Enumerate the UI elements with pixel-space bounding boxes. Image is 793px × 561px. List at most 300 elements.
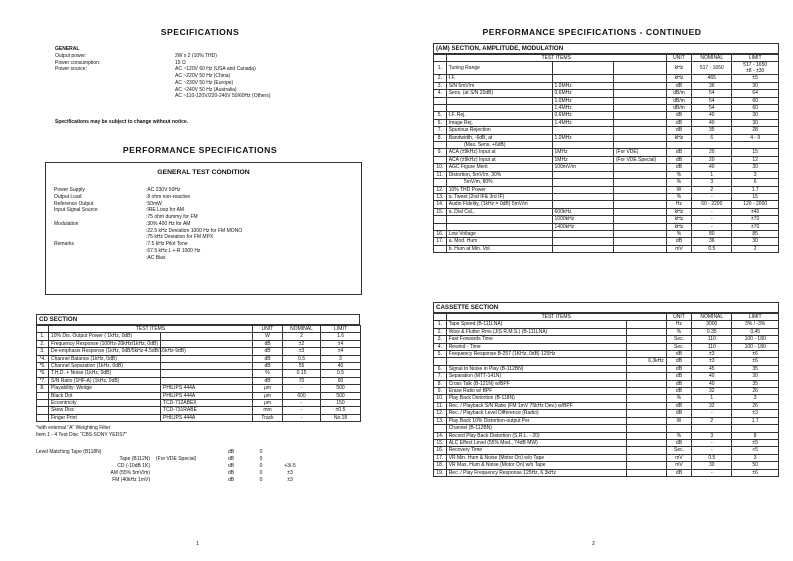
table-row: [434, 425, 779, 432]
cassette-cell-a: Tape Speed (B-111LNA): [446, 321, 626, 328]
am-cell-c: [613, 164, 666, 171]
cassette-cell-u: dB: [666, 469, 691, 476]
cassette-cell-a: Rec. / Playback Level Difference (Radio): [446, 410, 626, 417]
table-row: [434, 134, 779, 141]
general-rows: [55, 53, 355, 100]
am-cell-n: [434, 179, 447, 186]
cassette-cell-lim: 100 - 180: [732, 336, 779, 343]
level-cell-l: +3/-5: [284, 462, 296, 469]
am-cell-lim: 85: [732, 230, 779, 237]
gtc-row-value: :22.5 kHz Deviation 1000 Hz for FM MONO: [146, 227, 243, 234]
level-cell-n: 0: [259, 470, 263, 477]
cassette-cell-b: [626, 454, 666, 461]
cd-cell-sub: TCD-731RABE: [161, 407, 253, 414]
am-cell-a: ACA (±9kHz) Input at: [446, 156, 552, 163]
am-cell-lim: 30: [732, 119, 779, 126]
table-row: [434, 142, 779, 149]
am-cell-nom: 40: [692, 119, 732, 126]
level-cell-a: FM (40kHz 1mV): [112, 477, 150, 484]
am-cell-a: Sens. (at S/N 20dB): [446, 90, 552, 97]
am-cell-a: b. Hum at Min. Vol.: [446, 245, 552, 252]
cassette-cell-b: [626, 469, 666, 476]
cd-cell-item: Playability: Wedge: [49, 385, 161, 392]
cd-cell-sub: PHILIPS 444A: [161, 385, 253, 392]
am-cell-u: dB: [666, 119, 691, 126]
cassette-cell-a: Rec. / Playback S/N Ratio (FM 1mV 75kHz Dev.) w/BPF: [446, 402, 626, 409]
am-cell-u: %: [666, 193, 691, 200]
cd-note-2: Item 1 - 4 Test Disc "CBS SONY YEDS7": [36, 432, 128, 439]
am-cell-b: [552, 62, 613, 75]
cd-cell-unit: Track: [253, 414, 283, 421]
am-cell-c: [613, 186, 666, 193]
cassette-cell-b: [626, 417, 666, 424]
general-row-value: AC ~120V 60 Hz (USA and Canada): [175, 66, 256, 73]
cassette-cell-u: mV: [666, 454, 691, 461]
table-row: [37, 333, 361, 340]
cassette-cell-a: Recovery Time: [446, 447, 626, 454]
cassette-cell-nom: ±3: [692, 358, 732, 365]
am-cell-lim: 28: [732, 127, 779, 134]
general-row-label: [55, 87, 175, 94]
table-row: [434, 90, 779, 97]
cassette-cell-b: [626, 351, 666, 358]
general-row: [55, 60, 355, 67]
am-cell-lim: ±5: [732, 75, 779, 82]
cassette-cell-lim: ±3: [732, 410, 779, 417]
am-cell-u: dB: [666, 82, 691, 89]
gtc-row-label: Reference Output: [54, 200, 94, 207]
cassette-cell-u: Sec.: [666, 343, 691, 350]
cd-cell-item: Skew Disc: [49, 407, 161, 414]
table-row: [434, 105, 779, 112]
cd-cell-lim: 500: [321, 392, 361, 399]
table-row: [434, 439, 779, 446]
table-row: [434, 245, 779, 252]
level-row: [36, 463, 360, 470]
cassette-table: [433, 313, 779, 477]
cassette-cell-b: 6.3kHz: [626, 358, 666, 365]
am-cell-u: dB: [666, 149, 691, 156]
cd-cell-sub: PHILIPS 444A: [161, 392, 253, 399]
cd-cell-item: Black Dot: [49, 392, 161, 399]
cassette-cell-nom: -: [692, 469, 732, 476]
cassette-cell-u: mV: [666, 462, 691, 469]
cd-cell-item: Channel Separation (1kHz, 0dB): [49, 363, 161, 370]
am-cell-b: 1.0MHz: [552, 134, 613, 141]
am-cell-c: [613, 112, 666, 119]
am-cell-nom: 517 - 1650: [692, 62, 732, 75]
am-cell-lim: 60: [732, 105, 779, 112]
table-row: [434, 395, 779, 402]
cassette-cell-u: dB: [666, 410, 691, 417]
level-cell-b: [156, 449, 216, 456]
cassette-col-nominal: NOMINAL: [692, 314, 732, 321]
am-cell-nom: -: [692, 193, 732, 200]
am-cell-nom: 60 - 2200: [692, 201, 732, 208]
am-cell-lim: 30: [732, 82, 779, 89]
am-cell-b: 0.6MHz: [552, 112, 613, 119]
cd-cell-unit: μm: [253, 385, 283, 392]
table-row: [434, 447, 779, 454]
level-row: [36, 477, 360, 484]
am-cell-n: 15.: [434, 208, 447, 215]
am-cell-b: 100mV/m: [552, 164, 613, 171]
am-cell-nom: 36: [692, 82, 732, 89]
cassette-cell-nom: 32: [692, 388, 732, 395]
cassette-cell-u: dB: [666, 373, 691, 380]
cd-cell-item: T.H.D. + Noise (1kHz, 0dB): [49, 370, 161, 377]
cassette-cell-b: [626, 425, 666, 432]
level-cell-n: 0: [259, 477, 263, 484]
general-row-value: AC ~240V 50 Hz (Australia): [175, 86, 237, 93]
cassette-cell-u: Sec.: [666, 336, 691, 343]
general-row: [55, 53, 355, 60]
am-cell-u: %: [666, 179, 691, 186]
gtc-row: [54, 234, 354, 241]
am-cell-n: 5.: [434, 112, 447, 119]
gtc-row: [54, 241, 354, 248]
cassette-cell-b: [626, 402, 666, 409]
am-cell-nom: 40: [692, 112, 732, 119]
cd-cell-n: 1.: [37, 333, 49, 340]
table-row: [434, 230, 779, 237]
am-cell-u: kHz: [666, 62, 691, 75]
cassette-cell-nom: 30: [692, 462, 732, 469]
am-cell-lim: ±70: [732, 223, 779, 230]
am-cell-c: [613, 201, 666, 208]
table-row: [37, 407, 361, 414]
general-row-label: Power source:: [55, 66, 87, 73]
cd-cell-nom: 70: [283, 377, 321, 384]
cd-cell-n: *5.: [37, 363, 49, 370]
am-cell-a: a. Dial Cal.,: [446, 208, 552, 215]
cassette-cell-u: dB: [666, 388, 691, 395]
cassette-section: [433, 302, 779, 477]
gtc-row-value: :7.5 kHz Pilot Tone: [146, 241, 188, 247]
cassette-cell-a: Play Back Distortion (B-118N): [446, 395, 626, 402]
am-col-limit: LIMIT: [732, 55, 779, 62]
am-cell-c: [613, 134, 666, 141]
cassette-cell-u: [666, 425, 691, 432]
cassette-cell-nom: -: [692, 410, 732, 417]
cassette-cell-lim: ±6: [732, 469, 779, 476]
cassette-cell-nom: 2: [692, 417, 732, 424]
am-table: [433, 54, 779, 253]
am-cell-c: [613, 171, 666, 178]
cassette-cell-a: Play Back 10% Distortion-output Per: [446, 417, 626, 424]
table-row: [434, 365, 779, 372]
am-cell-n: 11.: [434, 171, 447, 178]
am-cell-b: 1MHz: [552, 149, 613, 156]
am-cell-n: 10.: [434, 164, 447, 171]
cassette-cell-a: Signal to Noise in Play (B-112BN): [446, 365, 626, 372]
am-cell-a: Audio Fidelity, (1kHz = 0dB) 5mV/m: [446, 201, 552, 208]
cassette-cell-b: [626, 388, 666, 395]
table-row: [37, 340, 361, 347]
am-cell-n: [434, 156, 447, 163]
am-cell-nom: 36: [692, 238, 732, 245]
cd-cell-n: 8.: [37, 385, 49, 392]
gtc-row-label: Modulation: [54, 220, 79, 227]
cassette-cell-n: 16.: [434, 447, 447, 454]
cassette-col-items: TEST ITEMS: [446, 314, 666, 321]
cd-cell-unit: dB: [253, 348, 283, 355]
am-cell-n: 3.: [434, 82, 447, 89]
cassette-cell-n: 7.: [434, 373, 447, 380]
am-cell-c: [613, 90, 666, 97]
cassette-cell-u: dB: [666, 380, 691, 387]
cd-cell-unit: dB: [253, 363, 283, 370]
cassette-cell-lim: 8: [732, 432, 779, 439]
cd-cell-sub: [161, 355, 253, 362]
am-cell-u: dB: [666, 112, 691, 119]
cassette-cell-u: dB: [666, 365, 691, 372]
cassette-cell-lim: 35: [732, 380, 779, 387]
table-row: [434, 417, 779, 424]
am-cell-n: [434, 142, 447, 149]
cassette-cell-lim: 30: [732, 373, 779, 380]
cd-cell-unit: mm: [253, 407, 283, 414]
table-row: [434, 75, 779, 82]
am-cell-n: 7.: [434, 127, 447, 134]
gtc-row-value: :30% 400 Hz for AM: [146, 220, 191, 227]
general-row: [55, 80, 355, 87]
level-cell-l: [276, 456, 304, 463]
am-cell-c: [613, 127, 666, 134]
table-row: [37, 377, 361, 384]
gtc-rows: [54, 187, 354, 261]
am-cell-b: [552, 238, 613, 245]
table-row: [434, 321, 779, 328]
cassette-cell-lim: 100 - 180: [732, 343, 779, 350]
cd-cell-nom: 0.15: [283, 370, 321, 377]
table-row: [434, 358, 779, 365]
gtc-row: [54, 201, 354, 208]
am-cell-b: [552, 142, 613, 149]
cd-cell-item: Eccentricity: [49, 400, 161, 407]
table-row: [434, 336, 779, 343]
cassette-cell-b: [626, 373, 666, 380]
cassette-cell-n: 9.: [434, 388, 447, 395]
am-cell-b: 1400kHz: [552, 223, 613, 230]
cassette-cell-a: Rewind - Time: [446, 343, 626, 350]
cd-col-unit: UNIT: [253, 326, 283, 333]
gtc-row-value: :8 ohm non-reactive: [146, 193, 191, 200]
am-cell-b: 1000kHz: [552, 216, 613, 223]
am-cell-u: W: [666, 186, 691, 193]
cassette-cell-b: [626, 321, 666, 328]
am-cell-a: Low Voltage: [446, 230, 552, 237]
gtc-title: GENERAL TEST CONDITION: [157, 169, 250, 176]
am-cell-b: 0.6MHz: [552, 90, 613, 97]
am-cell-nom: 465: [692, 75, 732, 82]
cassette-cell-nom: 40: [692, 373, 732, 380]
table-row: [434, 82, 779, 89]
general-test-condition-box: [45, 162, 362, 295]
cassette-cell-nom: 110: [692, 336, 732, 343]
cassette-cell-n: 4.: [434, 343, 447, 350]
am-cell-lim: 4 - 9: [732, 134, 779, 141]
am-cell-n: 14.: [434, 201, 447, 208]
gtc-row: [54, 207, 354, 214]
am-cell-c: [613, 216, 666, 223]
am-cell-u: [666, 142, 691, 149]
am-cell-nom: 40: [692, 164, 732, 171]
cassette-cell-nom: [692, 425, 732, 432]
gtc-row-value: :IRE Loop for AM: [146, 207, 185, 214]
cd-col-items: TEST ITEMS: [49, 326, 253, 333]
table-row: [434, 62, 779, 75]
am-cell-b: [552, 245, 613, 252]
am-cell-a: I.F. Rej.: [446, 112, 552, 119]
level-row: [36, 456, 360, 463]
cassette-cell-nom: 3000: [692, 321, 732, 328]
am-cell-n: 8.: [434, 134, 447, 141]
cd-cell-nom: -: [283, 385, 321, 392]
cassette-cell-u: %: [666, 395, 691, 402]
level-cell-u: dB: [227, 477, 235, 484]
am-cell-a: I.F.: [446, 75, 552, 82]
am-cell-a: S/N 5mV/m: [446, 82, 552, 89]
am-cell-n: [434, 216, 447, 223]
cassette-cell-nom: 110: [692, 343, 732, 350]
gtc-row-label: [54, 234, 146, 241]
am-cell-a: [446, 105, 552, 112]
table-row: [434, 186, 779, 193]
am-cell-a: a. Tweet (2nd IF& 3rd IF): [446, 193, 552, 200]
table-row: [434, 208, 779, 215]
table-row: [434, 454, 779, 461]
level-cell-a: Tape (B112N): [119, 455, 150, 462]
table-row: [434, 373, 779, 380]
cassette-cell-b: [626, 395, 666, 402]
cd-cell-lim: ±4: [321, 348, 361, 355]
am-cell-lim: 30: [732, 112, 779, 119]
am-cell-n: 13.: [434, 193, 447, 200]
am-cell-n: 17.: [434, 238, 447, 245]
cassette-cell-n: 5.: [434, 351, 447, 358]
am-cell-a: 10% THD Power: [446, 186, 552, 193]
page-number-left: 1: [196, 541, 199, 547]
cassette-cell-a: VR Min. Hum & Noise (Motor On) w/o Tape: [446, 454, 626, 461]
table-row: [37, 348, 361, 355]
table-row: [434, 328, 779, 335]
cassette-cell-a: ALC Effect Level (55% Mod., 74dB MW): [446, 439, 626, 446]
gtc-row: [54, 187, 354, 194]
cassette-cell-u: %: [666, 328, 691, 335]
general-row-label: [55, 93, 175, 100]
cassette-cell-nom: -: [692, 447, 732, 454]
am-cell-b: [552, 171, 613, 178]
table-row: [434, 164, 779, 171]
am-cell-a: Image Rej.: [446, 119, 552, 126]
gtc-row-value: :AC Bias: [146, 254, 166, 261]
am-cell-nom: 54: [692, 90, 732, 97]
am-cell-b: [552, 75, 613, 82]
cassette-cell-u: dB: [666, 439, 691, 446]
cd-cell-unit: μm: [253, 392, 283, 399]
table-row: [434, 380, 779, 387]
cd-cell-nom: 55: [283, 363, 321, 370]
cd-cell-n: [37, 400, 49, 407]
am-col-nominal: NOMINAL: [692, 55, 732, 62]
am-cell-nom: -: [692, 223, 732, 230]
cassette-cell-n: 18.: [434, 462, 447, 469]
am-cell-lim: 120 - 2000: [732, 201, 779, 208]
am-col-items: TEST ITEMS: [446, 55, 666, 62]
am-cell-lim: 64: [732, 90, 779, 97]
cassette-cell-b: [626, 328, 666, 335]
cassette-cell-a: Rec. / Play Frequency Response 125Hz, 6.3kHz: [446, 469, 626, 476]
table-row: [434, 193, 779, 200]
gtc-row-value: :75 kHz Deviation for FM MPX: [146, 234, 214, 241]
cd-cell-unit: dB: [253, 340, 283, 347]
am-cell-nom: 54: [692, 105, 732, 112]
cassette-cell-n: 14.: [434, 432, 447, 439]
am-cell-b: [552, 127, 613, 134]
am-cell-nom: 3: [692, 179, 732, 186]
cd-cell-n: *4.: [37, 355, 49, 362]
cassette-col-limit: LIMIT: [732, 314, 779, 321]
cd-cell-item: Frequency Response (100Hz-20kHz/1kHz, 0dB): [49, 340, 161, 347]
am-cell-c: [613, 119, 666, 126]
cassette-cell-nom: 45: [692, 365, 732, 372]
am-cell-b: 1.4MHz: [552, 105, 613, 112]
cd-cell-lim: 150: [321, 400, 361, 407]
am-cell-u: dB: [666, 164, 691, 171]
am-cell-a: Bandwidth, -6dB, at: [446, 134, 552, 141]
cd-cell-nom: ±2: [283, 340, 321, 347]
cassette-cell-nom: 32: [692, 402, 732, 409]
level-cell-l: ±3: [287, 470, 293, 477]
am-cell-b: 1.0MHz: [552, 97, 613, 104]
am-cell-nom: 35: [692, 127, 732, 134]
level-cell-u: dB: [227, 462, 235, 469]
cassette-cell-a: Cross Talk (B-121N) w/BPF: [446, 380, 626, 387]
am-cell-c: [613, 105, 666, 112]
gtc-row-label: [54, 214, 146, 221]
am-cell-u: kHz: [666, 134, 691, 141]
table-row: [434, 223, 779, 230]
cassette-cell-u: dB: [666, 402, 691, 409]
am-cell-nom: [692, 142, 732, 149]
gtc-row-label: Input Signal Source: [54, 207, 98, 214]
am-cell-lim: [732, 142, 779, 149]
am-cell-lim: 15: [732, 149, 779, 156]
gtc-row-label: [54, 228, 146, 235]
cassette-cell-b: [626, 336, 666, 343]
cd-cell-nom: -: [283, 400, 321, 407]
table-row: [37, 392, 361, 399]
cassette-cell-b: [626, 365, 666, 372]
cassette-cell-n: [434, 358, 447, 365]
am-cell-u: kHz: [666, 216, 691, 223]
cassette-cell-n: 19.: [434, 469, 447, 476]
table-row: [434, 469, 779, 476]
am-cell-nom: 54: [692, 97, 732, 104]
cassette-cell-lim: 50: [732, 462, 779, 469]
cassette-cell-a: Wow & Flutter Rms (JIS R.M.S.) (B-111LNA): [446, 328, 626, 335]
cd-cell-nom: 2: [283, 333, 321, 340]
am-cell-lim: 15: [732, 193, 779, 200]
am-cell-lim: 6: [732, 179, 779, 186]
am-cell-nom: -: [692, 208, 732, 215]
gtc-row: [54, 214, 354, 221]
am-cell-a: [446, 216, 552, 223]
cd-note-1: *with external "A" Weighting Filter: [36, 425, 111, 432]
cassette-cell-nom: 3: [692, 432, 732, 439]
am-cell-u: kHz: [666, 75, 691, 82]
